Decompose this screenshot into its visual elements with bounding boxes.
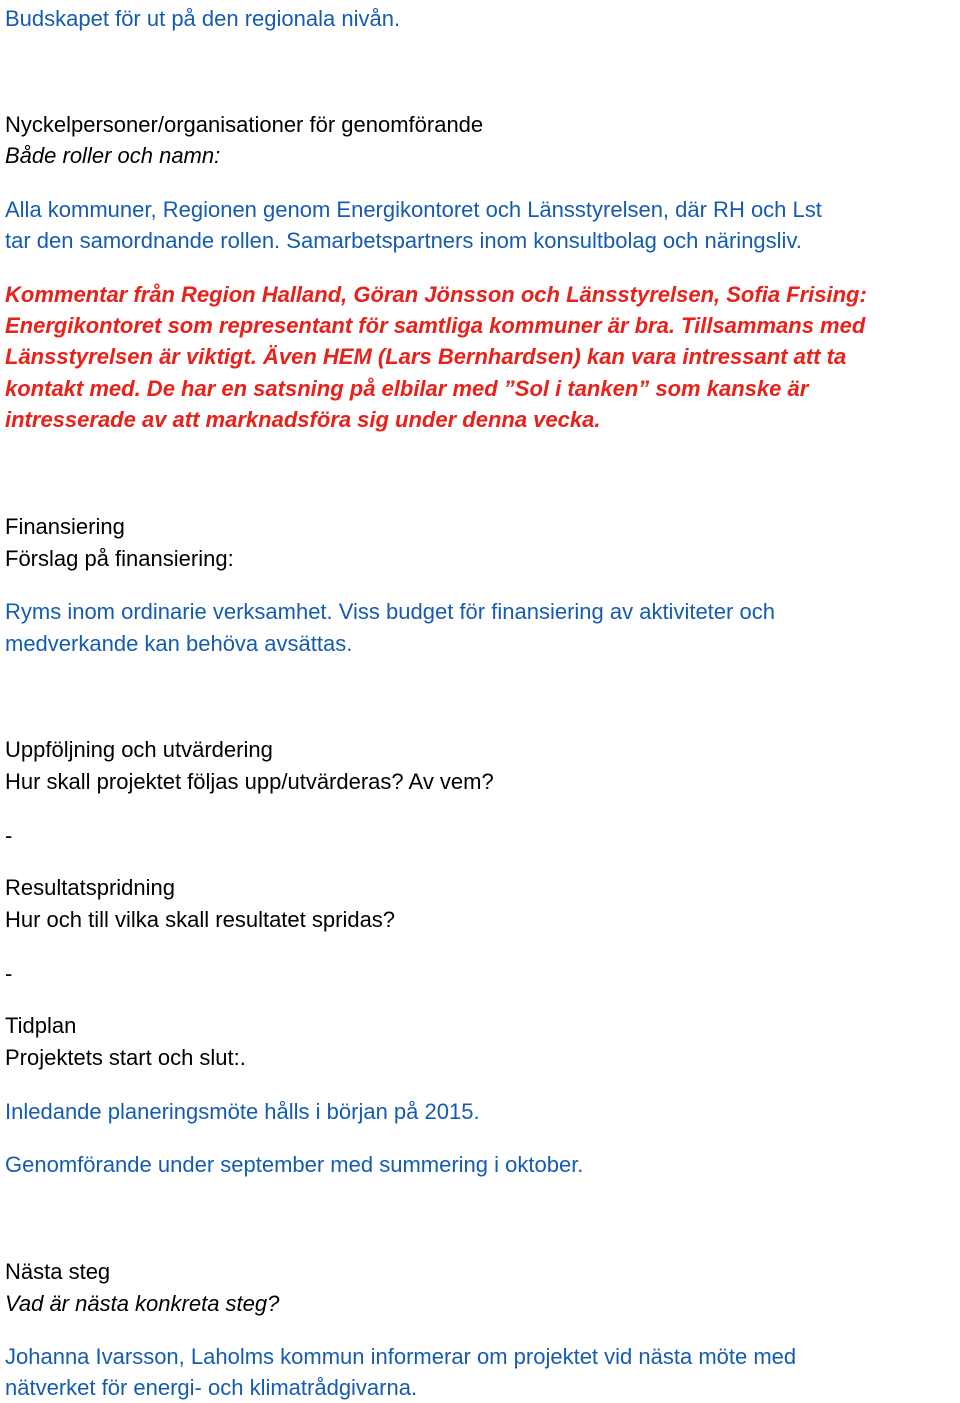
answer-text: Alla kommuner, Regionen genom Energikontoret och Länsstyrelsen, där RH och Lst [5,197,822,222]
answer-dash: - [5,823,13,848]
answer-text: medverkande kan behöva avsättas. [5,631,353,656]
section-prompt: Projektets start och slut:. [5,1045,246,1070]
answer-dash: - [5,961,13,986]
comment-text: kontakt med. De har en satsning på elbilar med ”Sol i tanken” som kanske är [5,376,809,401]
comment-text: Länsstyrelsen är viktigt. Även HEM (Lars Bernhardsen) kan vara intressant att ta [5,344,847,369]
section-heading: Uppföljning och utvärdering [5,737,273,762]
section-prompt: Hur och till vilka skall resultatet spridas? [5,907,396,932]
section-heading: Tidplan [5,1013,77,1038]
comment-text: intresserade av att marknadsföra sig under denna vecka. [5,407,601,432]
section-prompt: Förslag på finansiering: [5,546,234,571]
answer-text: Ryms inom ordinarie verksamhet. Viss budget för finansiering av aktiviteter och [5,599,775,624]
answer-text: Genomförande under september med summering i oktober. [5,1152,584,1177]
section-prompt: Hur skall projektet följas upp/utvärderas? Av vem? [5,769,494,794]
answer-text: Johanna Ivarsson, Laholms kommun informerar om projektet vid nästa möte med [5,1344,797,1369]
comment-text: Energikontoret som representant för samtliga kommuner är bra. Tillsammans med [5,313,866,338]
section-heading: Finansiering [5,514,125,539]
section-heading: Resultatspridning [5,875,175,900]
section-prompt: Vad är nästa konkreta steg? [5,1291,280,1316]
answer-text: Inledande planeringsmöte hålls i början på 2015. [5,1099,480,1124]
answer-text: nätverket för energi- och klimatrådgivarna. [5,1375,418,1400]
answer-text: tar den samordnande rollen. Samarbetspartners inom konsultbolag och näringsliv. [5,228,802,253]
section-heading: Nästa steg [5,1259,111,1284]
intro-text: Budskapet för ut på den regionala nivån. [5,6,401,31]
section-prompt: Både roller och namn: [5,143,221,168]
comment-text: Kommentar från Region Halland, Göran Jönsson och Länsstyrelsen, Sofia Frising: [5,282,867,307]
section-heading: Nyckelpersoner/organisationer för genomförande [5,112,484,137]
